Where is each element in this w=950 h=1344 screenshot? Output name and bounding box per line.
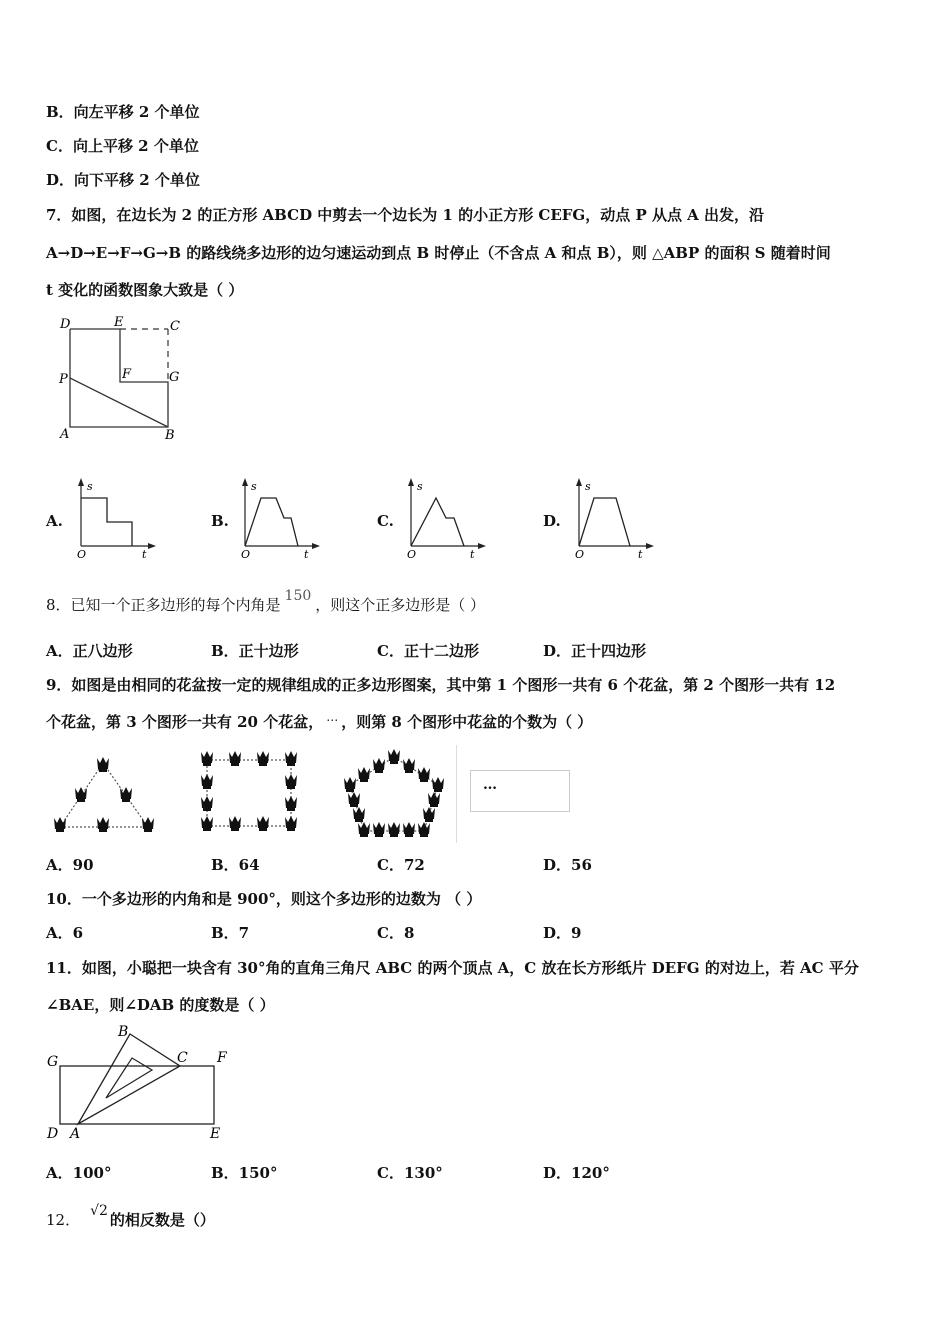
q7-option-c: C. [377,512,394,530]
q11-option-b: B．150° [211,1164,278,1182]
q11-option-c: C．130° [377,1164,443,1182]
q8-option-c: C．正十二边形 [377,642,479,660]
q9-stem-line1: 9．如图是由相同的花盆按一定的规律组成的正多边形图案，其中第 1 个图形一共有 6 个花盆，第 2 个图形一共有 12 [46,676,836,694]
option-b-prev: B．向左平移 2 个单位 [46,103,200,121]
label-a: A [70,1126,81,1142]
svg-text:t: t [638,548,643,561]
q9-stem-line2: 个花盆，第 3 个图形一共有 20 个花盆， … ，则第 8 个图形中花盆的个数为（ ） [46,710,593,731]
q10-stem: 10．一个多边形的内角和是 900°，则这个多边形的边数为 （ ） [46,890,482,908]
q8-stem: 8．已知一个正多边形的每个内角是 150 ，则这个正多边形是（ ） [46,588,486,614]
q10-option-b: B．7 [211,924,250,942]
q9-option-b: B．64 [211,856,260,874]
q7-graph-a [72,476,162,564]
q7-graph-c [402,476,492,564]
q10-option-d: D．9 [543,924,582,942]
svg-text:O: O [241,548,251,561]
label-d: D [60,317,71,332]
q9-option-a: A．90 [46,856,94,874]
label-c: C [170,319,180,334]
q7-stem-line1: 7．如图，在边长为 2 的正方形 ABCD 中剪去一个边长为 1 的小正方形 CEFG，动点 P 从点 A 出发，沿 [46,206,765,224]
label-e: E [114,315,124,330]
q10-option-c: C．8 [377,924,415,942]
label-b: B [165,428,175,443]
q9-pattern-triangle [48,753,160,843]
q11-stem-line2: ∠BAE，则∠DAB 的度数是（ ） [46,996,275,1014]
svg-text:s: s [417,480,423,493]
svg-text:s: s [251,480,257,493]
q9-option-c: C．72 [377,856,425,874]
q7-graph-d [570,476,660,564]
svg-text:t: t [142,548,147,561]
q8-option-d: D．正十四边形 [543,642,647,660]
q9-divider [456,745,457,843]
q10-option-a: A．6 [46,924,84,942]
label-b: B [118,1024,129,1040]
q8-option-b: B．正十边形 [211,642,299,660]
q9-pattern-square [195,748,307,840]
label-e: E [210,1126,221,1142]
label-f: F [122,367,132,382]
label-c: C [177,1050,188,1066]
svg-text:O: O [407,548,417,561]
svg-text:s: s [87,480,93,493]
q9-ellipsis-box: … [470,770,570,812]
q7-square-figure [55,312,195,447]
label-f: F [217,1050,227,1066]
q7-option-d: D. [543,512,561,530]
q12-stem: 12． √2 的相反数是（） [46,1203,215,1229]
q11-option-a: A．100° [46,1164,112,1182]
label-g: G [47,1054,59,1070]
q8-angle-value: 150 [284,588,312,604]
option-d-prev: D．向下平移 2 个单位 [46,171,200,189]
q7-stem-line3: t 变化的函数图象大致是（ ） [46,281,244,299]
label-g: G [169,370,180,385]
svg-text:t: t [304,548,309,561]
q7-option-a: A. [46,512,63,530]
svg-text:O: O [77,548,87,561]
q12-radical: √2 [90,1203,108,1219]
q7-graph-b [236,476,326,564]
q11-option-d: D．120° [543,1164,610,1182]
svg-text:t: t [470,548,475,561]
option-c-prev: C．向上平移 2 个单位 [46,137,199,155]
label-d: D [47,1126,59,1142]
q8-option-a: A．正八边形 [46,642,133,660]
q11-stem-line1: 11．如图，小聪把一块含有 30°角的直角三角尺 ABC 的两个顶点 A，C 放在长方形纸片 DEFG 的对边上，若 AC 平分 [46,959,859,977]
q7-stem-line2: A→D→E→F→G→B 的路线绕多边形的边匀速运动到点 B 时停止（不含点 A 和点 B），则 △ABP 的面积 S 随着时间 [46,244,831,262]
q11-triangle-figure [44,1022,234,1144]
q9-option-d: D．56 [543,856,592,874]
label-a: A [60,427,70,442]
q9-pattern-pentagon [338,745,450,843]
q7-option-b: B. [211,512,229,530]
label-p: P [59,372,68,387]
svg-text:O: O [575,548,585,561]
svg-text:s: s [585,480,591,493]
